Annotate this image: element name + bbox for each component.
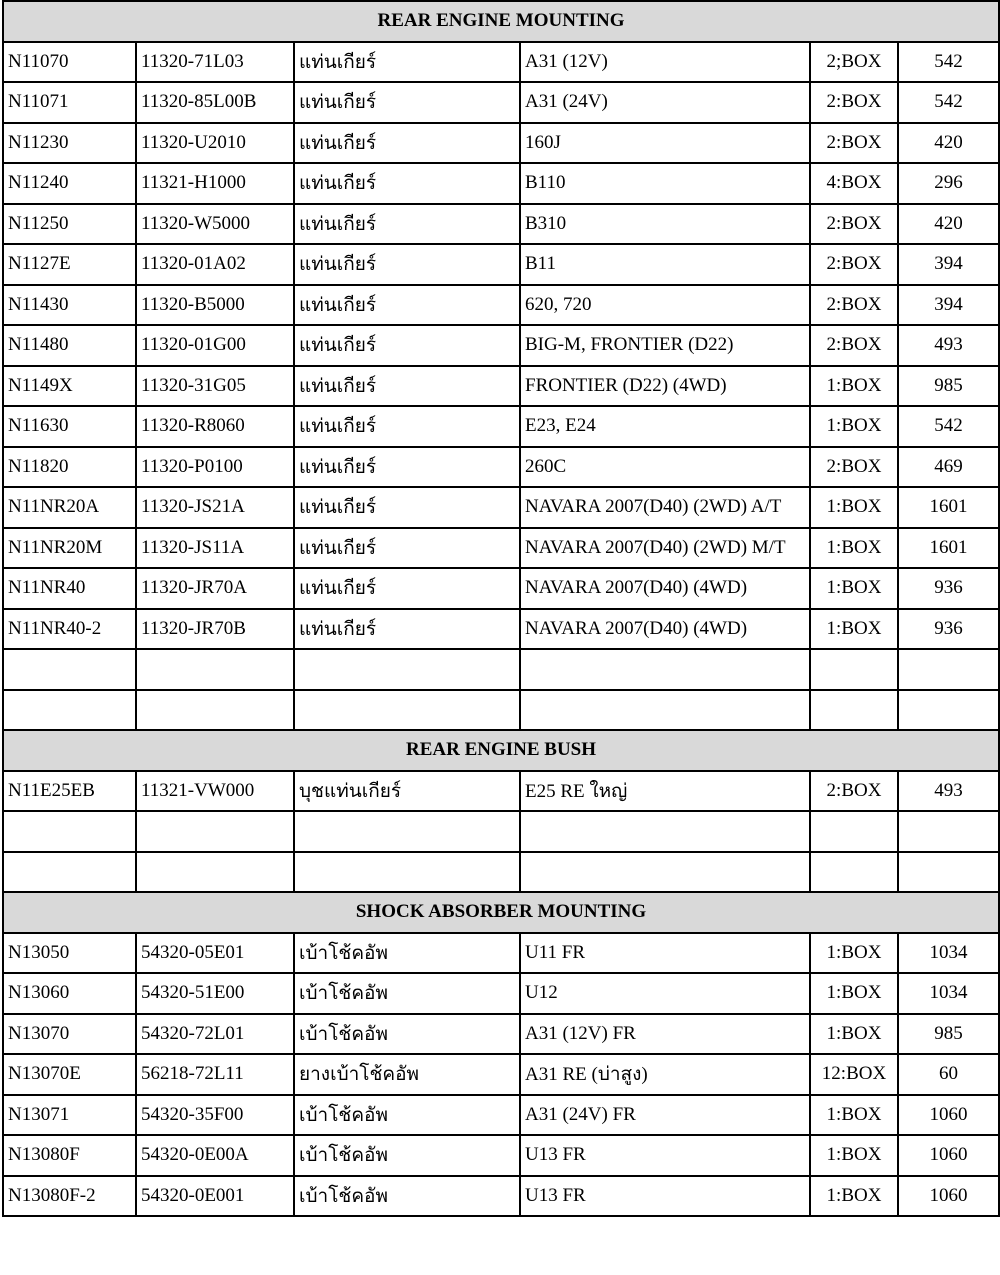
oem-number-cell: 54320-35F00: [136, 1095, 294, 1136]
table-row: [3, 123, 999, 164]
oem-number-cell: [136, 649, 294, 690]
oem-number-cell: [136, 852, 294, 893]
part-number-cell: N11NR40-2: [3, 609, 136, 650]
table-row: [3, 1135, 999, 1176]
oem-number-cell: 54320-51E00: [136, 973, 294, 1014]
application-cell: [520, 852, 810, 893]
description-cell: [294, 852, 520, 893]
oem-number-cell: 11320-P0100: [136, 447, 294, 488]
description-cell: เบ้าโช้คอัพ: [294, 1014, 520, 1055]
oem-number-cell: 11320-31G05: [136, 366, 294, 407]
description-cell: เบ้าโช้คอัพ: [294, 1095, 520, 1136]
application-cell: B110: [520, 163, 810, 204]
price-cell: [898, 649, 999, 690]
description-cell: แท่นเกียร์: [294, 366, 520, 407]
description-cell: แท่นเกียร์: [294, 609, 520, 650]
application-cell: [520, 690, 810, 731]
description-cell: [294, 649, 520, 690]
pack-cell: 1:BOX: [810, 366, 898, 407]
part-number-cell: N11240: [3, 163, 136, 204]
pack-cell: 1:BOX: [810, 568, 898, 609]
oem-number-cell: 11321-H1000: [136, 163, 294, 204]
table-row: [3, 1176, 999, 1217]
description-cell: เบ้าโช้คอัพ: [294, 933, 520, 974]
pack-cell: 1:BOX: [810, 933, 898, 974]
table-row: [3, 609, 999, 650]
table-row: [3, 487, 999, 528]
table-row: [3, 244, 999, 285]
pack-cell: 2:BOX: [810, 123, 898, 164]
part-number-cell: N13060: [3, 973, 136, 1014]
part-number-cell: N13080F-2: [3, 1176, 136, 1217]
table-row: [3, 406, 999, 447]
application-cell: U11 FR: [520, 933, 810, 974]
price-cell: 936: [898, 609, 999, 650]
catalog-body: [3, 1, 999, 1216]
description-cell: แท่นเกียร์: [294, 82, 520, 123]
section-title: REAR ENGINE BUSH: [3, 730, 999, 771]
oem-number-cell: 11320-01A02: [136, 244, 294, 285]
price-cell: 493: [898, 771, 999, 812]
application-cell: NAVARA 2007(D40) (4WD): [520, 568, 810, 609]
application-cell: [520, 649, 810, 690]
table-row: [3, 204, 999, 245]
price-cell: 542: [898, 82, 999, 123]
oem-number-cell: 11320-JR70A: [136, 568, 294, 609]
part-number-cell: N11630: [3, 406, 136, 447]
description-cell: แท่นเกียร์: [294, 325, 520, 366]
oem-number-cell: 56218-72L11: [136, 1054, 294, 1095]
oem-number-cell: 11320-W5000: [136, 204, 294, 245]
pack-cell: 1:BOX: [810, 406, 898, 447]
application-cell: A31 (24V) FR: [520, 1095, 810, 1136]
section-header-row: [3, 1, 999, 42]
oem-number-cell: 11320-B5000: [136, 285, 294, 326]
price-cell: [898, 852, 999, 893]
description-cell: แท่นเกียร์: [294, 285, 520, 326]
price-cell: 936: [898, 568, 999, 609]
section-title: REAR ENGINE MOUNTING: [3, 1, 999, 42]
section-header-row: [3, 892, 999, 933]
part-number-cell: N11250: [3, 204, 136, 245]
price-cell: 394: [898, 285, 999, 326]
part-number-cell: N1149X: [3, 366, 136, 407]
description-cell: แท่นเกียร์: [294, 406, 520, 447]
description-cell: เบ้าโช้คอัพ: [294, 1135, 520, 1176]
part-number-cell: N13050: [3, 933, 136, 974]
description-cell: แท่นเกียร์: [294, 447, 520, 488]
pack-cell: [810, 852, 898, 893]
table-row: [3, 568, 999, 609]
pack-cell: [810, 811, 898, 852]
table-row: [3, 690, 999, 731]
part-number-cell: N1127E: [3, 244, 136, 285]
oem-number-cell: 11320-01G00: [136, 325, 294, 366]
description-cell: เบ้าโช้คอัพ: [294, 1176, 520, 1217]
table-row: [3, 285, 999, 326]
pack-cell: 1:BOX: [810, 487, 898, 528]
description-cell: แท่นเกียร์: [294, 42, 520, 83]
table-row: [3, 973, 999, 1014]
description-cell: เบ้าโช้คอัพ: [294, 973, 520, 1014]
table-row: [3, 933, 999, 974]
table-row: [3, 528, 999, 569]
price-cell: 420: [898, 123, 999, 164]
oem-number-cell: [136, 690, 294, 731]
table-row: [3, 1014, 999, 1055]
application-cell: NAVARA 2007(D40) (4WD): [520, 609, 810, 650]
table-row: [3, 649, 999, 690]
application-cell: 620, 720: [520, 285, 810, 326]
pack-cell: 1:BOX: [810, 1176, 898, 1217]
price-cell: 542: [898, 406, 999, 447]
price-cell: 469: [898, 447, 999, 488]
part-number-cell: N11NR20A: [3, 487, 136, 528]
pack-cell: 1:BOX: [810, 609, 898, 650]
application-cell: FRONTIER (D22) (4WD): [520, 366, 810, 407]
description-cell: [294, 811, 520, 852]
part-number-cell: N11230: [3, 123, 136, 164]
part-number-cell: N13071: [3, 1095, 136, 1136]
description-cell: แท่นเกียร์: [294, 487, 520, 528]
price-cell: 420: [898, 204, 999, 245]
section-title: SHOCK ABSORBER MOUNTING: [3, 892, 999, 933]
application-cell: 160J: [520, 123, 810, 164]
application-cell: U13 FR: [520, 1176, 810, 1217]
application-cell: NAVARA 2007(D40) (2WD) A/T: [520, 487, 810, 528]
pack-cell: 1:BOX: [810, 973, 898, 1014]
price-cell: 542: [898, 42, 999, 83]
oem-number-cell: 11320-JS21A: [136, 487, 294, 528]
application-cell: A31 (12V): [520, 42, 810, 83]
oem-number-cell: 54320-05E01: [136, 933, 294, 974]
oem-number-cell: 11320-R8060: [136, 406, 294, 447]
description-cell: แท่นเกียร์: [294, 204, 520, 245]
part-number-cell: [3, 649, 136, 690]
pack-cell: 2:BOX: [810, 447, 898, 488]
oem-number-cell: 11320-JS11A: [136, 528, 294, 569]
price-cell: 60: [898, 1054, 999, 1095]
oem-number-cell: 11320-U2010: [136, 123, 294, 164]
pack-cell: [810, 690, 898, 731]
description-cell: [294, 690, 520, 731]
description-cell: แท่นเกียร์: [294, 568, 520, 609]
table-row: [3, 325, 999, 366]
pack-cell: 2:BOX: [810, 285, 898, 326]
description-cell: บุชแท่นเกียร์: [294, 771, 520, 812]
part-number-cell: N11430: [3, 285, 136, 326]
price-cell: 1034: [898, 933, 999, 974]
table-row: [3, 1054, 999, 1095]
table-row: [3, 771, 999, 812]
oem-number-cell: 54320-0E001: [136, 1176, 294, 1217]
price-cell: [898, 690, 999, 731]
pack-cell: 1:BOX: [810, 1014, 898, 1055]
pack-cell: 2:BOX: [810, 82, 898, 123]
pack-cell: 2:BOX: [810, 771, 898, 812]
part-number-cell: N13070: [3, 1014, 136, 1055]
part-number-cell: N11070: [3, 42, 136, 83]
pack-cell: 4:BOX: [810, 163, 898, 204]
application-cell: B11: [520, 244, 810, 285]
part-number-cell: N11071: [3, 82, 136, 123]
oem-number-cell: 11320-85L00B: [136, 82, 294, 123]
table-row: [3, 852, 999, 893]
oem-number-cell: [136, 811, 294, 852]
pack-cell: 2:BOX: [810, 204, 898, 245]
table-row: [3, 447, 999, 488]
oem-number-cell: 11321-VW000: [136, 771, 294, 812]
pack-cell: 1:BOX: [810, 528, 898, 569]
application-cell: E25 RE ใหญ่: [520, 771, 810, 812]
table-row: [3, 1095, 999, 1136]
table-row: [3, 42, 999, 83]
pack-cell: [810, 649, 898, 690]
part-number-cell: N11NR20M: [3, 528, 136, 569]
part-number-cell: N13080F: [3, 1135, 136, 1176]
oem-number-cell: 11320-JR70B: [136, 609, 294, 650]
pack-cell: 1:BOX: [810, 1135, 898, 1176]
part-number-cell: N11E25EB: [3, 771, 136, 812]
application-cell: NAVARA 2007(D40) (2WD) M/T: [520, 528, 810, 569]
price-cell: [898, 811, 999, 852]
price-cell: 1060: [898, 1095, 999, 1136]
description-cell: แท่นเกียร์: [294, 244, 520, 285]
description-cell: แท่นเกียร์: [294, 163, 520, 204]
price-cell: 394: [898, 244, 999, 285]
oem-number-cell: 11320-71L03: [136, 42, 294, 83]
application-cell: B310: [520, 204, 810, 245]
price-cell: 296: [898, 163, 999, 204]
application-cell: A31 (12V) FR: [520, 1014, 810, 1055]
table-row: [3, 366, 999, 407]
description-cell: แท่นเกียร์: [294, 528, 520, 569]
description-cell: ยางเบ้าโช้คอัพ: [294, 1054, 520, 1095]
price-cell: 985: [898, 366, 999, 407]
application-cell: U13 FR: [520, 1135, 810, 1176]
table-row: [3, 163, 999, 204]
application-cell: BIG-M, FRONTIER (D22): [520, 325, 810, 366]
part-number-cell: [3, 690, 136, 731]
description-cell: แท่นเกียร์: [294, 123, 520, 164]
part-number-cell: [3, 811, 136, 852]
application-cell: [520, 811, 810, 852]
part-number-cell: N11NR40: [3, 568, 136, 609]
pack-cell: 2:BOX: [810, 244, 898, 285]
pack-cell: 12:BOX: [810, 1054, 898, 1095]
pack-cell: 2;BOX: [810, 42, 898, 83]
price-cell: 985: [898, 1014, 999, 1055]
application-cell: A31 RE (บ่าสูง): [520, 1054, 810, 1095]
application-cell: U12: [520, 973, 810, 1014]
application-cell: E23, E24: [520, 406, 810, 447]
price-cell: 1601: [898, 487, 999, 528]
part-number-cell: N11480: [3, 325, 136, 366]
price-cell: 1601: [898, 528, 999, 569]
application-cell: A31 (24V): [520, 82, 810, 123]
oem-number-cell: 54320-72L01: [136, 1014, 294, 1055]
price-cell: 1060: [898, 1135, 999, 1176]
price-cell: 1060: [898, 1176, 999, 1217]
table-row: [3, 811, 999, 852]
parts-catalog-table: [2, 0, 1000, 1217]
section-header-row: [3, 730, 999, 771]
oem-number-cell: 54320-0E00A: [136, 1135, 294, 1176]
table-row: [3, 82, 999, 123]
application-cell: 260C: [520, 447, 810, 488]
pack-cell: 2:BOX: [810, 325, 898, 366]
price-cell: 1034: [898, 973, 999, 1014]
part-number-cell: N11820: [3, 447, 136, 488]
part-number-cell: [3, 852, 136, 893]
price-cell: 493: [898, 325, 999, 366]
pack-cell: 1:BOX: [810, 1095, 898, 1136]
part-number-cell: N13070E: [3, 1054, 136, 1095]
